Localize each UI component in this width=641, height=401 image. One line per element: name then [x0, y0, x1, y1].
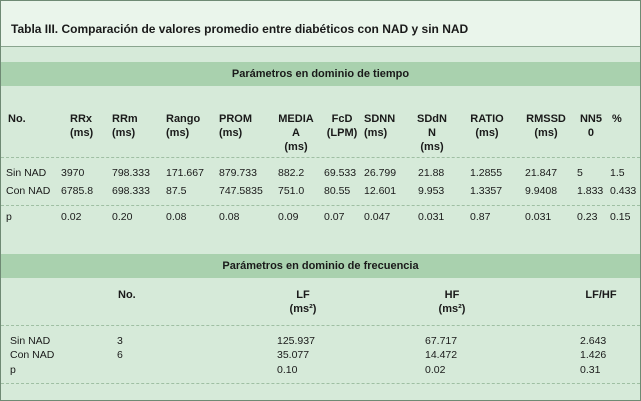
- freq-domain-heading: Parámetros en dominio de frecuencia: [222, 260, 419, 272]
- fd-cell: 0.02: [425, 364, 446, 376]
- td-cell: 0.23: [577, 211, 598, 223]
- td-cell: 0.09: [278, 211, 299, 223]
- td-row-label: Con NAD: [6, 185, 51, 197]
- td-cell: 0.20: [112, 211, 133, 223]
- td-cell: 1.833: [577, 185, 604, 197]
- td-cell: 0.08: [219, 211, 240, 223]
- td-cell: 1.5: [610, 167, 625, 179]
- fd-row-label: Sin NAD: [10, 335, 51, 347]
- fd-cell: 14.472: [425, 349, 458, 361]
- fd-col-lfhf: LF/HF: [585, 289, 617, 301]
- td-cell: 0.031: [418, 211, 445, 223]
- td-col-fcd: FcD (LPM): [326, 113, 358, 139]
- fd-cell: 125.937: [277, 335, 315, 347]
- freq-domain-band: [1, 254, 640, 278]
- td-cell: 9.953: [418, 185, 445, 197]
- td-col-ratio: RATIO (ms): [470, 113, 504, 139]
- fd-rule-bottom: [1, 383, 640, 384]
- fd-row-label: Con NAD: [10, 349, 55, 361]
- td-cell: 0.433: [610, 185, 637, 197]
- fd-cell: 0.31: [580, 364, 601, 376]
- fd-cell: 1.426: [580, 349, 607, 361]
- td-cell: 21.88: [418, 167, 445, 179]
- td-cell: 882.2: [278, 167, 305, 179]
- td-cell: 0.031: [525, 211, 552, 223]
- td-col-percent: %: [612, 113, 622, 125]
- fd-col-hf: HF (ms²): [438, 289, 466, 315]
- table-title: Tabla III. Comparación de valores promedio entre diabéticos con NAD y sin NAD: [11, 22, 469, 36]
- fd-cell: 35.077: [277, 349, 310, 361]
- fd-col-no: No.: [118, 289, 136, 301]
- td-cell: 6785.8: [61, 185, 94, 197]
- td-cell: 798.333: [112, 167, 150, 179]
- time-domain-band: [1, 62, 640, 86]
- td-col-rrx: RRx (ms): [70, 113, 94, 139]
- td-cell: 698.333: [112, 185, 150, 197]
- td-col-sdnn: SDNN (ms): [364, 113, 396, 139]
- td-cell: 69.533: [324, 167, 357, 179]
- fd-cell: 2.643: [580, 335, 607, 347]
- td-cell: 751.0: [278, 185, 305, 197]
- td-cell: 0.15: [610, 211, 631, 223]
- td-col-rmssd: RMSSD (ms): [526, 113, 566, 139]
- td-col-no: No.: [8, 113, 26, 125]
- td-col-prom: PROM (ms): [219, 113, 252, 139]
- fd-cell: 0.10: [277, 364, 298, 376]
- td-cell: 1.3357: [470, 185, 503, 197]
- td-cell: 5: [577, 167, 583, 179]
- td-col-mediana: MEDIA A (ms): [278, 113, 314, 153]
- td-cell: 879.733: [219, 167, 257, 179]
- fd-row-label: p: [10, 364, 16, 376]
- td-cell: 0.08: [166, 211, 187, 223]
- fd-cell: 6: [117, 349, 123, 361]
- td-rule-bottom: [1, 205, 640, 206]
- td-cell: 9.9408: [525, 185, 558, 197]
- td-cell: 171.667: [166, 167, 204, 179]
- fd-rule-top: [1, 325, 640, 326]
- td-cell: 0.047: [364, 211, 391, 223]
- td-cell: 80.55: [324, 185, 351, 197]
- td-row-label: p: [6, 211, 12, 223]
- td-row-label: Sin NAD: [6, 167, 47, 179]
- td-cell: 747.5835: [219, 185, 263, 197]
- td-cell: 1.2855: [470, 167, 503, 179]
- td-cell: 0.87: [470, 211, 491, 223]
- td-col-nn50: NN5 0: [579, 113, 603, 139]
- td-cell: 0.02: [61, 211, 82, 223]
- title-bar: [1, 1, 640, 47]
- fd-col-lf: LF (ms²): [289, 289, 317, 315]
- td-rule-top: [1, 157, 640, 158]
- fd-cell: 3: [117, 335, 123, 347]
- time-domain-heading: Parámetros en dominio de tiempo: [231, 68, 410, 80]
- td-col-sddnn: SDdN N (ms): [417, 113, 447, 153]
- td-cell: 12.601: [364, 185, 397, 197]
- td-cell: 26.799: [364, 167, 397, 179]
- td-cell: 0.07: [324, 211, 345, 223]
- td-col-rrm: RRm (ms): [112, 113, 138, 139]
- td-cell: 21.847: [525, 167, 558, 179]
- td-col-rango: Rango (ms): [166, 113, 201, 139]
- td-cell: 3970: [61, 167, 85, 179]
- td-cell: 87.5: [166, 185, 187, 197]
- fd-cell: 67.717: [425, 335, 458, 347]
